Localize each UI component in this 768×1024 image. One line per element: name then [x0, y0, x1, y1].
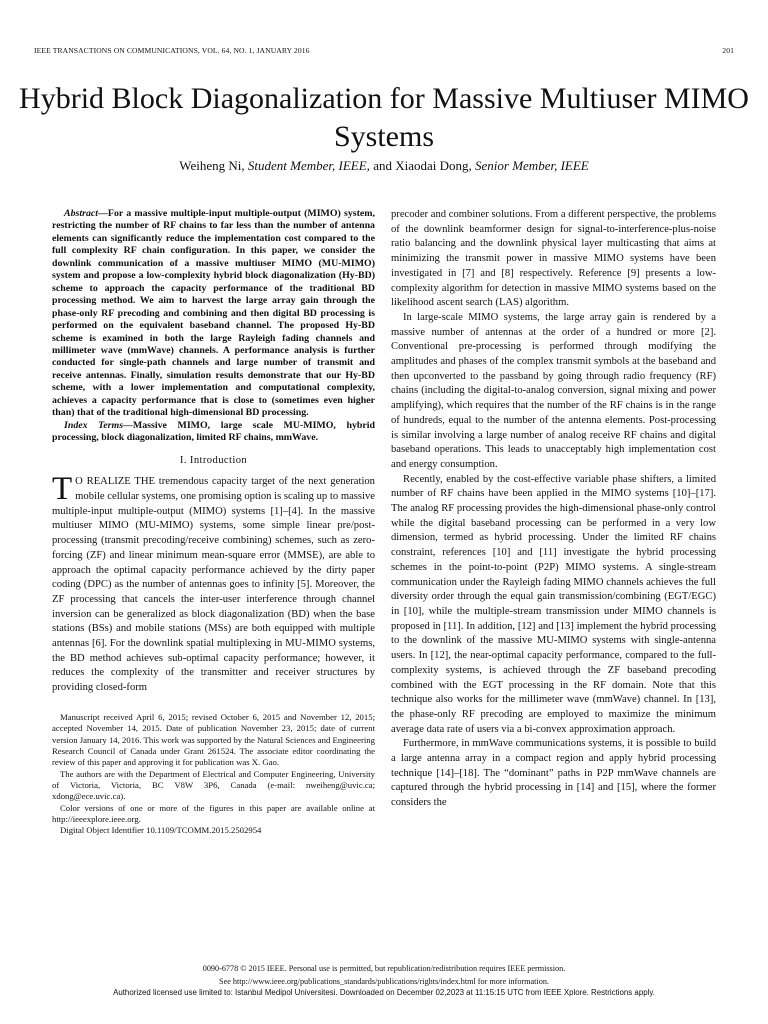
intro-text: tremendous capacity target of the next generation mobile cellular systems, one promising option is scaling up to massive multiple-input multiple-output (MIMO) systems [1]–[4]. In the massive multiuser MIMO (MU-MIMO) systems, some simple linear pre/post-processing (transmit precoding/receive combining) schemes, such as zero-forcing (ZF) and linear minimum mean-square error (MMSE), are able to approach the optimal capacity performance achieved by the dirty paper coding (DPC) as the number of antennas goes to infinity [5]. Moreover, the ZF processing that cancels the inter-user interference through channel inversion can be generalized as block diagonalization (BD) when the base stations (BSs) and mobile stations (MSs) are both equipped with multiple antennas [6]. For the downlink spatial multiplexing in MU-MIMO systems, the BD method achieves sub-optimal capacity performance; however, it reduces the complexity of the transmitter and receiver structures by providing closed-form: [52, 476, 375, 694]
right-paragraph-1: precoder and combiner solutions. From a different perspective, the problems of the downlink beamformer design for signal-to-interference-plus-noise ratio balancing and the downlink physical layer multicasting that aims at minimizing the transmit power in massive MIMO systems have been investigated in [7] and [8] respectively. Reference [9] presents a low-complexity algorithm for detection in massive MIMO systems based on the likelihood ascent search (LAS) algorithm.: [391, 209, 716, 309]
author-conjunction: and: [373, 158, 392, 173]
rights-notice: See http://www.ieee.org/publications_standards/publications/rights/index.html for more information.: [219, 977, 549, 986]
copyright-notice: 0090-6778 © 2015 IEEE. Personal use is permitted, but republication/redistribution requires IEEE permission.: [202, 964, 566, 973]
right-column: [391, 208, 716, 811]
abstract-label: Abstract: [64, 208, 99, 219]
license-notice: Authorized licensed use limited to: Istanbul Medipol Universitesi. Downloaded on December 02,2023 at 11:15:15 UTC from IEEE Xplore. Restrictions apply.: [113, 988, 655, 997]
index-terms-text: —Massive MIMO, large scale MU-MIMO, hybrid processing, block diagonalization, limited RF chains, mmWave.: [52, 419, 376, 444]
intro-lead: O REALIZE THE: [75, 476, 155, 488]
intro-paragraph: [52, 471, 375, 696]
author-2-role: Senior Member, IEEE: [475, 158, 589, 173]
footnote-received: Manuscript received April 6, 2015; revised October 6, 2015 and November 12, 2015; accepted November 14, 2015. Date of publication November 23, 2015; date of current version January 14, 2016. This work was supported by the Natural Sciences and Engineering Research Council of Canada under Grant 261524. The associate editor coordinating the review of this paper and approving it for publication was X. Gao.: [52, 711, 375, 768]
footnote-doi: Digital Object Identifier 10.1109/TCOMM.2015.2502954: [60, 825, 262, 836]
paper-title: Hybrid Block Diagonalization for Massive Multiuser MIMO Systems: [19, 82, 749, 153]
drop-cap: T: [52, 471, 73, 508]
running-header: [34, 46, 734, 55]
right-paragraph-4: Furthermore, in mmWave communications systems, it is possible to build a large antenna array in a compact region and apply hybrid processing technique [14]–[18]. The “dominant” paths in P2P mmWave channels are captured through the hybrid processing in [14] and [15], where the former considers the: [391, 738, 716, 809]
index-terms: [52, 420, 375, 445]
left-column: [52, 208, 375, 837]
author-1-role: Student Member, IEEE,: [247, 158, 370, 173]
abstract-text: —For a massive multiple-input multiple-output (MIMO) system, restricting the number of RF chains to far less than the number of antenna elements can significantly reduce the implementation cost compared to the full complexity RF chain configuration. In this paper, we consider the downlink communication of a massive multiuser MIMO (MU-MIMO) system and propose a low-complexity hybrid block diagonalization (Hy-BD) scheme to approach the capacity performance of the traditional BD processing method. We aim to harvest the large array gain through the phase-only RF precoding and combining and then digital BD processing is performed on the equivalent baseband channel. The proposed Hy-BD scheme is examined in both the large Rayleigh fading channels and millimeter wave (mmWave) channels. A performance analysis is further conducted for single-path channels and large number of transmit and receive antennas. Finally, simulation results demonstrate that our Hy-BD scheme, with a lower implementation and computational complexity, achieves a capacity performance that is close to (sometimes even higher than) that of the traditional high-dimensional BD processing.: [52, 208, 375, 419]
footnote-affiliation: The authors are with the Department of Electrical and Computer Engineering, University of Victoria, Victoria, BC V8W 3P6, Canada (e-mail: nweiheng@uvic.ca; xdong@ece.uvic.ca).: [52, 768, 375, 802]
footnote-color: Color versions of one or more of the figures in this paper are available online at http://ieeexplore.ieee.org.: [52, 802, 375, 824]
abstract: [52, 208, 375, 420]
page-number: 201: [722, 46, 734, 55]
index-terms-label: Index Terms: [64, 419, 124, 431]
author-line: [0, 158, 768, 174]
right-paragraph-2: In large-scale MIMO systems, the large array gain is rendered by a massive number of antennas at the order of a hundred or more [2]. Conventional pre-processing is performed through modifying the amplitudes and phases of the complex transmit symbols at the baseband and then upconverted to the passband by going through radio frequency (RF) chains (including the digital-to-analog conversion, signal mixing and power amplifying), which requires that the number of the RF chains is in the range of hundreds, equal to the number of the antenna elements. Post-processing is similar involving a large number of analog receive RF chains and digital baseband operations. This leads to unacceptably high implementation cost and energy consumption.: [391, 311, 716, 470]
footnote: [52, 712, 375, 837]
journal-name: IEEE TRANSACTIONS ON COMMUNICATIONS, VOL. 64, NO. 1, JANUARY 2016: [34, 46, 310, 55]
right-paragraph-3: Recently, enabled by the cost-effective variable phase shifters, a limited number of RF chains have been applied in the MIMO systems [10]–[17]. The analog RF processing provides the high-dimensional phase-only control while the digital baseband processing can be performed in a very low dimension, termed as hybrid processing. Under the limited RF chains constraint, references [10] and [11] investigate the hybrid processing schemes in the point-to-point (P2P) MIMO systems. A single-stream communication under the Rayleigh fading MIMO channels achieves the full diversity order through the equal gain transmission/combining (EGT/EGC) in [10], while the multiple-stream transmission under MIMO channels is proposed in [11]. In addition, [12] and [13] implement the hybrid processing to the downlink of the massive MU-MIMO systems with single-antenna users. In [12], the near-optimal capacity performance, compared to the full-complexity systems, is achieved through the ZF baseband precoding combined with the EGT processing in the RF domain. Note that this technique also works for the millimeter wave (mmWave) channel. In [13], the phase-only RF precoding are employed to maximize the minimum average data rate of users via a bi-convex approximation approach.: [391, 473, 716, 735]
section-heading-introduction: I. Introduction: [179, 454, 248, 466]
author-1-name: Weiheng Ni,: [179, 158, 245, 173]
author-2-name: Xiaodai Dong,: [395, 158, 472, 173]
